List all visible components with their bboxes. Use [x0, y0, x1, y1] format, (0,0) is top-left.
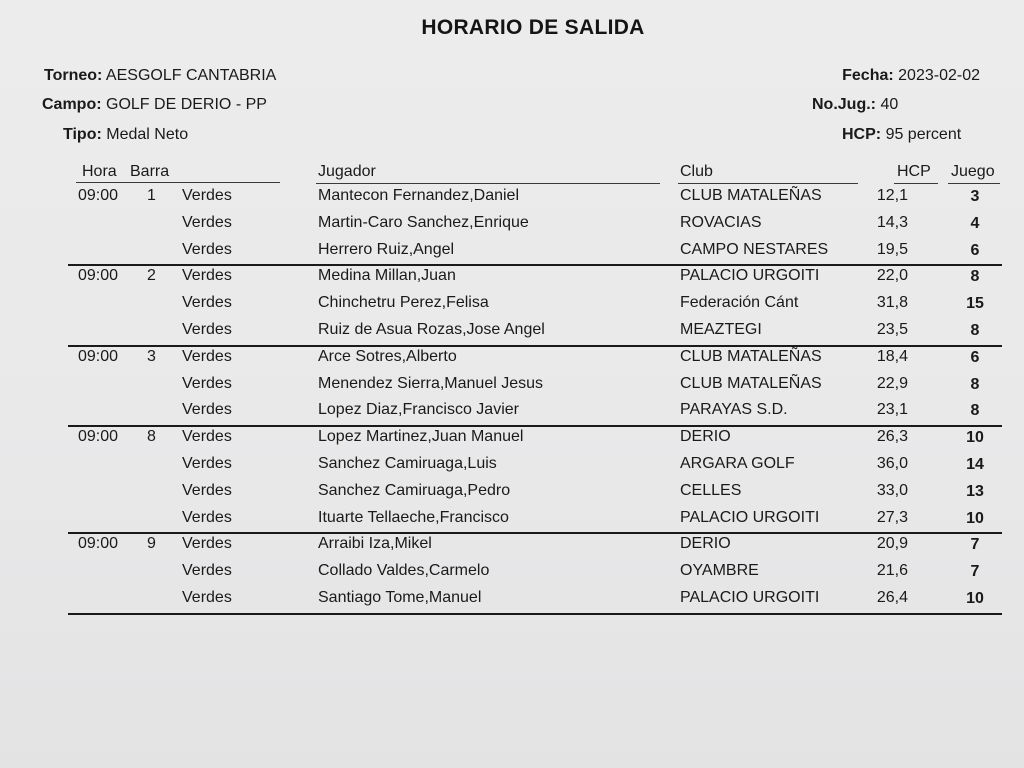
- player-juego: 10: [966, 590, 984, 607]
- player-name: Sanchez Camiruaga,Luis: [318, 455, 497, 472]
- tee-color: Verdes: [182, 535, 232, 552]
- fecha-field: [842, 67, 980, 85]
- col-jugador: Jugador: [318, 163, 376, 180]
- player-name: Lopez Martinez,Juan Manuel: [318, 428, 524, 445]
- nojug-label: No.Jug.:: [812, 96, 876, 113]
- torneo-field: [44, 67, 276, 85]
- tee-number: 9: [147, 535, 156, 552]
- player-hcp: 26,3: [876, 428, 908, 445]
- tee-color: Verdes: [182, 321, 232, 338]
- tee-color: Verdes: [182, 348, 232, 365]
- header-rule: [894, 183, 938, 184]
- torneo-label: Torneo:: [44, 67, 103, 84]
- player-club: CAMPO NESTARES: [680, 241, 829, 258]
- player-name: Ruiz de Asua Rozas,Jose Angel: [318, 321, 545, 338]
- player-hcp: 18,4: [876, 348, 908, 365]
- player-club: ARGARA GOLF: [680, 455, 795, 472]
- col-club: Club: [680, 163, 713, 180]
- player-juego: 10: [966, 510, 984, 527]
- player-club: CLUB MATALEÑAS: [680, 348, 822, 365]
- player-juego: 13: [966, 483, 984, 500]
- player-name: Mantecon Fernandez,Daniel: [318, 187, 520, 204]
- fecha-label: Fecha:: [842, 67, 894, 84]
- player-juego: 8: [970, 268, 980, 285]
- tee-number: 2: [147, 267, 156, 284]
- player-juego: 10: [966, 429, 984, 446]
- player-juego: 7: [970, 536, 980, 553]
- player-club: DERIO: [680, 535, 731, 552]
- player-hcp: 22,0: [876, 267, 908, 284]
- player-club: PALACIO URGOITI: [680, 509, 820, 526]
- player-club: OYAMBRE: [680, 562, 759, 579]
- tee-color: Verdes: [182, 589, 232, 606]
- player-club: CELLES: [680, 482, 742, 499]
- tipo-field: [63, 126, 188, 144]
- torneo-value: AESGOLF CANTABRIA: [105, 67, 277, 84]
- player-name: Sanchez Camiruaga,Pedro: [318, 482, 511, 499]
- tee-color: Verdes: [182, 455, 232, 472]
- player-club: PALACIO URGOITI: [680, 589, 820, 606]
- player-juego: 8: [970, 402, 980, 419]
- header-rule: [948, 183, 1000, 184]
- player-name: Arce Sotres,Alberto: [318, 348, 457, 365]
- player-name: Herrero Ruiz,Angel: [318, 241, 455, 258]
- player-hcp: 22,9: [876, 375, 908, 392]
- campo-label: Campo:: [42, 96, 102, 113]
- player-club: Federación Cánt: [680, 294, 799, 311]
- player-name: Menendez Sierra,Manuel Jesus: [318, 375, 544, 392]
- player-club: PALACIO URGOITI: [680, 267, 820, 284]
- player-club: ROVACIAS: [680, 214, 762, 231]
- col-juego: Juego: [951, 163, 995, 180]
- player-name: Lopez Diaz,Francisco Javier: [318, 401, 519, 418]
- player-name: Chinchetru Perez,Felisa: [318, 294, 489, 311]
- nojug-value: 40: [880, 96, 899, 113]
- player-club: MEAZTEGI: [680, 321, 762, 338]
- player-juego: 4: [970, 215, 980, 232]
- tee-time: 09:00: [78, 267, 119, 284]
- player-club: PARAYAS S.D.: [680, 401, 788, 418]
- player-hcp: 21,6: [876, 562, 908, 579]
- tee-color: Verdes: [182, 509, 232, 526]
- tipo-value: Medal Neto: [106, 126, 189, 143]
- player-club: DERIO: [680, 428, 731, 445]
- player-hcp: 23,5: [876, 321, 908, 338]
- player-hcp: 27,3: [876, 509, 908, 526]
- tee-time: 09:00: [78, 535, 119, 552]
- player-name: Medina Millan,Juan: [318, 267, 456, 284]
- player-hcp: 23,1: [876, 401, 908, 418]
- nojug-field: [812, 96, 898, 114]
- col-hora: Hora: [82, 163, 117, 180]
- tee-number: 8: [147, 428, 156, 445]
- player-juego: 14: [966, 456, 984, 473]
- hcp-label: HCP:: [842, 126, 882, 143]
- player-hcp: 19,5: [876, 241, 908, 258]
- tee-time: 09:00: [78, 428, 119, 445]
- player-juego: 8: [970, 376, 980, 393]
- tipo-label: Tipo:: [63, 126, 102, 143]
- header-rule: [76, 182, 280, 183]
- player-name: Santiago Tome,Manuel: [318, 589, 482, 606]
- player-juego: 3: [970, 188, 980, 205]
- campo-field: [42, 96, 267, 114]
- tee-color: Verdes: [182, 294, 232, 311]
- player-hcp: 33,0: [876, 482, 908, 499]
- group-separator: [68, 345, 1002, 347]
- player-hcp: 20,9: [876, 535, 908, 552]
- tee-time: 09:00: [78, 187, 119, 204]
- tee-number: 1: [147, 187, 156, 204]
- player-hcp: 14,3: [876, 214, 908, 231]
- player-hcp: 12,1: [876, 187, 908, 204]
- player-juego: 6: [970, 242, 980, 259]
- campo-value: GOLF DE DERIO - PP: [106, 96, 267, 113]
- tee-color: Verdes: [182, 267, 232, 284]
- player-hcp: 36,0: [876, 455, 908, 472]
- player-juego: 8: [970, 322, 980, 339]
- group-separator: [68, 425, 1002, 427]
- tee-time: 09:00: [78, 348, 119, 365]
- group-separator: [68, 613, 1002, 615]
- hcp-field: [842, 126, 961, 144]
- page-title: HORARIO DE SALIDA: [421, 16, 645, 39]
- tee-color: Verdes: [182, 401, 232, 418]
- tee-color: Verdes: [182, 187, 232, 204]
- header-rule: [316, 183, 660, 184]
- fecha-value: 2023-02-02: [898, 67, 980, 84]
- player-juego: 15: [966, 295, 984, 312]
- col-hcp: HCP: [897, 163, 931, 180]
- player-juego: 6: [970, 349, 980, 366]
- player-name: Ituarte Tellaeche,Francisco: [318, 509, 509, 526]
- group-separator: [68, 264, 1002, 266]
- player-hcp: 26,4: [876, 589, 908, 606]
- tee-color: Verdes: [182, 428, 232, 445]
- tee-color: Verdes: [182, 214, 232, 231]
- player-hcp: 31,8: [876, 294, 908, 311]
- col-barra: Barra: [130, 163, 170, 180]
- player-name: Collado Valdes,Carmelo: [318, 562, 490, 579]
- player-club: CLUB MATALEÑAS: [680, 375, 822, 392]
- player-club: CLUB MATALEÑAS: [680, 187, 822, 204]
- tee-number: 3: [147, 348, 156, 365]
- player-juego: 7: [970, 563, 980, 580]
- player-name: Arraibi Iza,Mikel: [318, 535, 432, 552]
- hcp-value: 95 percent: [885, 126, 962, 143]
- tee-color: Verdes: [182, 241, 232, 258]
- group-separator: [68, 532, 1002, 534]
- player-name: Martin-Caro Sanchez,Enrique: [318, 214, 529, 231]
- tee-color: Verdes: [182, 562, 232, 579]
- tee-color: Verdes: [182, 375, 232, 392]
- header-rule: [678, 183, 858, 184]
- tee-color: Verdes: [182, 482, 232, 499]
